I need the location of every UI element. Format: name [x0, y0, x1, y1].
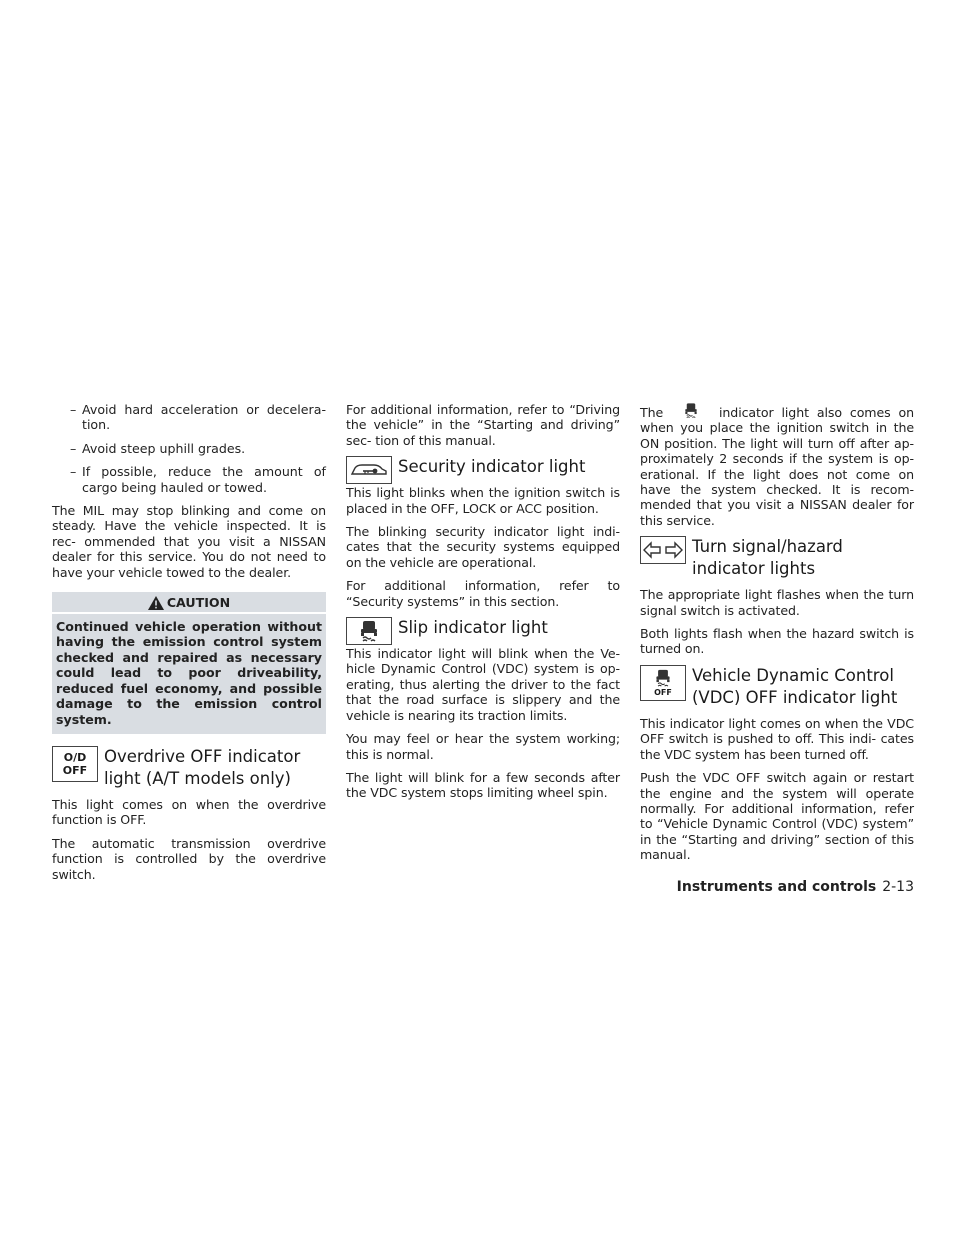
column-1	[52, 402, 326, 890]
vdc-paragraph-2: Push the VDC OFF switch again or restart the engine and the system will operate normally. For additional information, refer to “Vehicle Dynamic Control (VDC) system” in the “Starting and driving” section of this manual.	[640, 770, 914, 863]
turn-signal-heading-text: Turn signal/hazard indicator lights	[692, 537, 843, 579]
caution-box	[52, 592, 326, 734]
overdrive-heading	[52, 746, 326, 790]
car-key-icon	[346, 456, 392, 484]
overdrive-heading-text: Overdrive OFF indicator light (A/T models only)	[104, 746, 301, 788]
security-paragraph-2: The blinking security indicator light indi- cates that the security systems equipped on the vehicle are operational.	[346, 524, 620, 570]
vdc-paragraph-1: This indicator light comes on when the VDC OFF switch is pushed to off. This indi- cates the VDC system has been turned off.	[640, 715, 914, 762]
overdrive-paragraph-1: This light comes on when the overdrive function is OFF.	[52, 796, 326, 828]
slip-heading	[346, 617, 620, 639]
overdrive-paragraph-2: The automatic transmission overdrive function is controlled by the overdrive switch.	[52, 835, 326, 882]
vdc-off-heading	[640, 665, 914, 709]
page-footer	[677, 879, 914, 895]
slip-continued-pre: The	[640, 405, 664, 420]
column-3	[640, 402, 914, 871]
caution-title: CAUTION	[166, 595, 231, 611]
slip-continued-paragraph	[640, 402, 914, 528]
list-item: – If possible, reduce the amount of cargo being hauled or towed.	[70, 464, 326, 495]
vdc-off-icon	[640, 665, 686, 701]
overdrive-icon-line1: O/D	[63, 750, 87, 764]
slip-icon	[671, 402, 711, 419]
slip-continued-post: indicator light also comes on when you place the ignition switch in the ON position. The light will turn off after ap- proximately 2 seconds if the system is op- erational. If the light does not come on have the system checked. It is recom- mended that you visit a NISSAN dealer for this service.	[640, 405, 915, 528]
security-paragraph-1: This light blinks when the ignition switch is placed in the OFF, LOCK or ACC position.	[346, 485, 620, 516]
turn-signal-heading	[640, 536, 914, 580]
section-title: Instruments and controls	[676, 879, 877, 895]
security-heading	[346, 456, 620, 478]
slip-icon	[346, 617, 392, 645]
slip-paragraph-2: You may feel or hear the system working; this is normal.	[346, 731, 620, 762]
slip-paragraph-1: This indicator light will blink when the Ve- hicle Dynamic Control (VDC) system is op- erating, thus alerting the driver to the fact that the road surface is slippery and the vehicle is nearing its traction limits.	[346, 646, 620, 723]
caution-header	[52, 592, 326, 614]
slip-heading-text: Slip indicator light	[398, 618, 548, 638]
security-paragraph-3: For additional information, refer to “Security systems” in this section.	[346, 578, 620, 609]
vdc-off-heading-text: Vehicle Dynamic Control (VDC) OFF indicator light	[692, 665, 898, 707]
slip-paragraph-3: The light will blink for a few seconds after the VDC system stops limiting wheel spin.	[346, 769, 620, 801]
list-item: – Avoid steep uphill grades.	[70, 440, 246, 456]
turn-signal-paragraph-2: Both lights flash when the hazard switch is turned on.	[640, 626, 914, 657]
caution-text: Continued vehicle operation without having the emission control system checked and repaired as necessary could lead to poor driveability, reduced fuel economy, and possible damage to the emission control system.	[56, 619, 322, 727]
turn-signal-paragraph-1: The appropriate light flashes when the turn signal switch is activated.	[640, 587, 914, 618]
vdc-icon-label: OFF	[654, 688, 672, 698]
driving-ref-paragraph: For additional information, refer to “Driving the vehicle” in the “Starting and driving” sec- tion of this manual.	[346, 402, 620, 448]
overdrive-icon-line2: OFF	[62, 763, 88, 777]
turn-signal-arrows-icon	[640, 536, 686, 564]
page-number: 2-13	[882, 879, 914, 895]
security-heading-text: Security indicator light	[398, 457, 586, 477]
column-2	[346, 402, 620, 809]
mil-paragraph: The MIL may stop blinking and come on steady. Have the vehicle inspected. It is rec- ommended that you visit a NISSAN dealer for this service. You do not need to have your vehicle towed to the dealer.	[52, 503, 326, 580]
list-item: – Avoid hard acceleration or decelera- tion.	[70, 402, 326, 433]
tips-list	[52, 402, 326, 495]
warning-icon	[148, 596, 164, 610]
overdrive-off-icon	[52, 746, 98, 782]
